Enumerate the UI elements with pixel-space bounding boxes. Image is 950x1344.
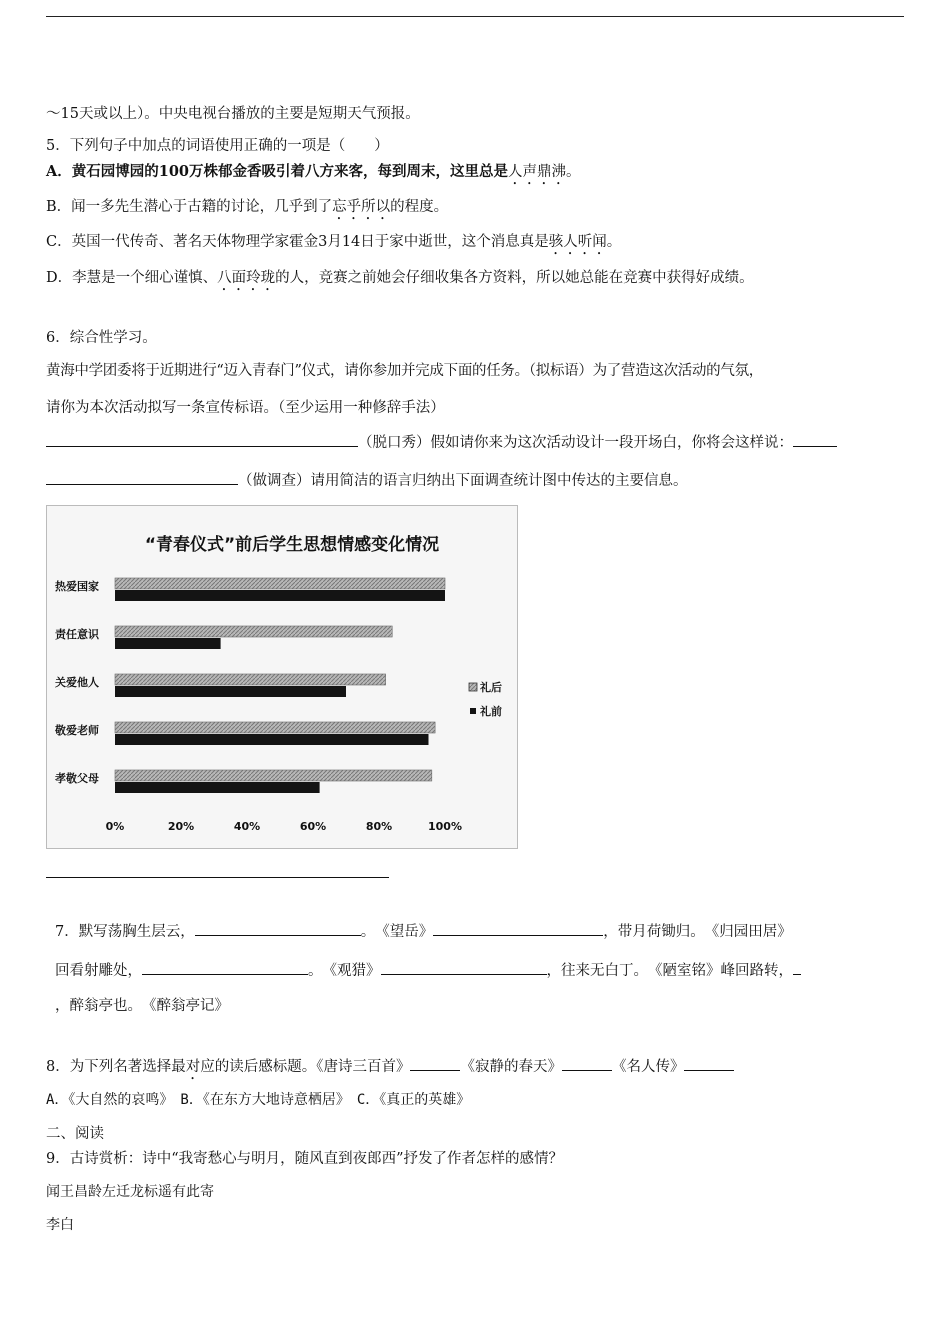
category-label: 孝敬父母: [55, 772, 99, 785]
x-tick-label: 80%: [365, 820, 393, 833]
text-line: ～15天或以上）。中央电视台播放的主要是短期天气预报。: [46, 106, 420, 122]
poem-title: 闻王昌龄左迁龙标遥有此寄: [46, 1184, 214, 1200]
q9-stem: 9．古诗赏析：诗中“我寄愁心与明月，随风直到夜郎西”抒发了作者怎样的感情？: [46, 1151, 564, 1167]
opt-text: 。: [606, 234, 622, 250]
x-tick-label: 0%: [105, 820, 125, 833]
dotted-phrase: 忘乎所以: [332, 199, 391, 215]
q6-para: 请你为本次活动拟写一条宣传标语。（至少运用一种修辞手法）: [46, 400, 445, 416]
x-tick-label: 60%: [299, 820, 327, 833]
answer-blank[interactable]: [793, 431, 837, 447]
bar-before: [115, 782, 320, 793]
category-label: 关爱他人: [55, 676, 99, 689]
category-label: 责任意识: [55, 628, 99, 641]
legend-swatch-after: [469, 683, 477, 691]
answer-blank[interactable]: [562, 1055, 612, 1071]
q7-text: ，带月荷锄归。 《归园田居》: [603, 924, 792, 940]
q6-survey-text: （做调查）请用简洁的语言归纳出下面调查统计图中传达的主要信息。: [238, 473, 688, 489]
bar-before: [115, 638, 221, 649]
q8-text: 应的读后感标题。《唐诗三百首》: [200, 1059, 411, 1075]
answer-blank[interactable]: [46, 431, 358, 447]
q6-talk-show: [46, 431, 837, 453]
survey-chart: [46, 505, 518, 849]
opt-text: B．闻一多先生潜心于古籍的讨论，几乎到了: [46, 199, 333, 215]
q7-text: 7．默写荡胸生层云，: [55, 924, 195, 940]
bar-after: [115, 674, 386, 685]
bar-after: [115, 722, 435, 733]
poem-author: 李白: [46, 1217, 74, 1233]
x-tick-label: 40%: [233, 820, 261, 833]
answer-blank[interactable]: [195, 920, 361, 936]
bar-before: [115, 590, 445, 601]
q8-stem: [46, 1055, 734, 1083]
category-label: 热爱国家: [55, 580, 99, 593]
bar-before: [115, 686, 346, 697]
legend-label-before: 礼前: [480, 705, 502, 718]
q8-text: 《寂静的春天》: [460, 1059, 562, 1075]
bar-after: [115, 626, 392, 637]
x-tick-label: 20%: [167, 820, 195, 833]
answer-blank[interactable]: [793, 959, 801, 975]
q8-text: 《名人传》: [611, 1059, 685, 1075]
q6-talk-text: （脱口秀）假如请你来为这次活动设计一段开场白，你将会这样说：: [358, 435, 793, 451]
q7-text: ，往来无白丁。 《陋室铭》峰回路转，: [546, 963, 793, 979]
q5-option-c: [46, 232, 621, 258]
header-rule: [46, 16, 904, 17]
opt-text: 。: [566, 164, 581, 180]
q5-option-d: [46, 268, 754, 294]
q7-text: 回看射雕处，: [55, 963, 142, 979]
answer-blank[interactable]: [381, 959, 547, 975]
answer-blank[interactable]: [46, 469, 238, 485]
category-label: 敬爱老师: [55, 724, 99, 737]
q5-stem: 5．下列句子中加点的词语使用正确的一项是（ ）: [46, 138, 389, 154]
q7-line-1: [55, 920, 792, 942]
answer-blank[interactable]: [684, 1055, 734, 1071]
opt-text: 的程度。: [390, 199, 449, 215]
answer-blank[interactable]: [142, 959, 308, 975]
legend-swatch-before: [470, 708, 476, 714]
legend-label-after: 礼后: [480, 681, 502, 694]
q7-text: 。 《望岳》: [360, 924, 434, 940]
bar-after: [115, 770, 432, 781]
q5-option-a: [46, 162, 581, 188]
q8-options: A．《大自然的哀鸣》 B．《在东方大地诗意栖居》 C．《真正的英雄》: [46, 1092, 471, 1108]
bar-after: [115, 578, 445, 589]
x-tick-label: 100%: [428, 820, 462, 833]
bar-before: [115, 734, 429, 745]
answer-blank[interactable]: [410, 1055, 460, 1071]
q7-line-2: [55, 959, 801, 981]
answer-line[interactable]: [46, 877, 389, 878]
opt-text: D．李慧是一个细心谨慎、: [46, 270, 218, 286]
q6-title: 6．综合性学习。: [46, 330, 157, 346]
q8-text: 8．为下列名著选择最: [46, 1059, 186, 1075]
q7-text: 。 《观猎》: [308, 963, 381, 979]
dotted-char: 对: [185, 1059, 201, 1075]
opt-text: 的人，竞赛之前她会仔细收集各方资料，所以她总能在竞赛中获得好成绩。: [275, 270, 754, 286]
section-heading: 二、阅读: [46, 1126, 104, 1142]
q6-para: 黄海中学团委将于近期进行“迈入青春门”仪式，请你参加并完成下面的任务。（拟标语）为了营造这次活动的气氛，: [46, 363, 763, 379]
q5-option-b: [46, 197, 448, 223]
q7-line-3: ，醉翁亭也。 《醉翁亭记》: [55, 998, 229, 1014]
bar-chart-svg: [47, 506, 517, 848]
q6-survey: [46, 469, 688, 491]
answer-blank[interactable]: [433, 920, 603, 936]
dotted-phrase: 人声鼎沸: [508, 164, 567, 180]
chart-title: “青春仪式”前后学生思想情感变化情况: [144, 535, 440, 555]
dotted-phrase: 八面玲珑: [217, 270, 276, 286]
dotted-phrase: 骇人听闻: [548, 234, 607, 250]
opt-text: A．黄石园博园的100万株郁金香吸引着八方来客，每到周末，这里总是: [46, 163, 509, 180]
opt-text: C．英国一代传奇、著名天体物理学家霍金3月14日于家中逝世，这个消息真是: [46, 234, 549, 250]
